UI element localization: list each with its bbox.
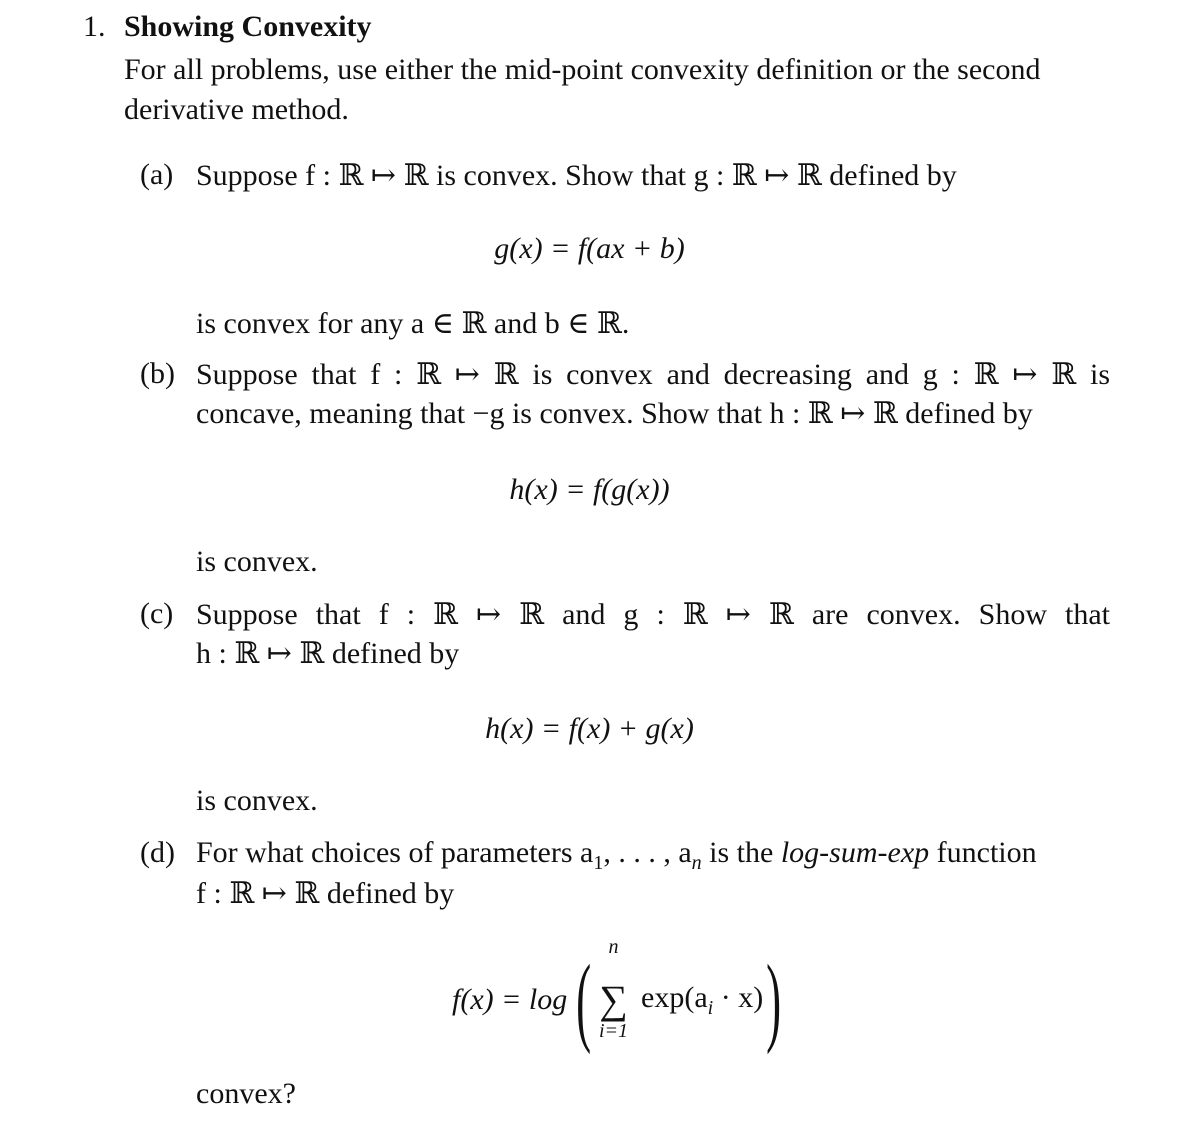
part-c-statement-line1: Suppose that f : ℝ ↦ ℝ and g : ℝ ↦ ℝ are convex. Show that — [196, 598, 1110, 631]
problem-intro-line1: For all problems, use either the mid-point convexity definition or the second — [124, 53, 1041, 86]
part-c-statement-line2: h : ℝ ↦ ℝ defined by — [196, 637, 460, 670]
problem-intro-line2: derivative method. — [124, 93, 349, 126]
right-paren-icon: ) — [765, 944, 781, 1055]
part-a-statement: Suppose f : ℝ ↦ ℝ is convex. Show that g : ℝ ↦ ℝ defined by — [196, 159, 957, 192]
part-d-eq-term-text: exp(a — [641, 980, 708, 1014]
part-d-eq-term — [641, 980, 764, 1019]
part-b-statement-line2: concave, meaning that −g is convex. Show that h : ℝ ↦ ℝ defined by — [196, 397, 1033, 430]
left-paren-icon: ( — [575, 944, 591, 1055]
sum-lower-limit: i=1 — [599, 1019, 629, 1042]
part-d-eq-sub-i: i — [707, 996, 714, 1019]
sum-upper-limit: n — [608, 935, 619, 958]
part-a-condition: is convex for any a ∈ ℝ and b ∈ ℝ. — [196, 307, 630, 340]
part-d-statement-line2: f : ℝ ↦ ℝ defined by — [196, 877, 455, 910]
part-a-label: (a) — [140, 158, 174, 191]
part-d-label: (d) — [140, 836, 175, 869]
part-d-sub-1: 1 — [593, 852, 604, 874]
part-d-statement-line1 — [196, 836, 1110, 875]
part-d-text-mid: , . . . , a — [603, 836, 692, 869]
part-d-text-post: is the — [701, 836, 781, 869]
part-d-equation — [452, 935, 790, 1055]
problem-number: 1. — [83, 10, 106, 43]
part-d-text-pre: For what choices of parameters a — [196, 836, 594, 869]
part-d-eq-term-end: · x) — [713, 980, 764, 1014]
problem-title: Showing Convexity — [124, 10, 372, 43]
part-d-conclusion: convex? — [196, 1077, 296, 1110]
part-d-text-end: function — [929, 836, 1037, 869]
part-c-label: (c) — [140, 597, 174, 630]
part-a-equation: g(x) = f(ax + b) — [494, 232, 685, 265]
part-c-equation: h(x) = f(x) + g(x) — [485, 712, 694, 745]
part-d-sub-n: n — [691, 852, 702, 874]
part-b-conclusion: is convex. — [196, 545, 318, 578]
part-b-statement-line1: Suppose that f : ℝ ↦ ℝ is convex and decreasing and g : ℝ ↦ ℝ is — [196, 358, 1110, 391]
summation-icon: n ∑ i=1 — [594, 980, 634, 1021]
part-d-emphasis: log-sum-exp — [780, 836, 930, 869]
part-b-label: (b) — [140, 357, 175, 390]
part-c-conclusion: is convex. — [196, 784, 318, 817]
part-d-eq-lhs: f(x) = log — [452, 983, 568, 1016]
part-b-equation: h(x) = f(g(x)) — [509, 473, 670, 506]
